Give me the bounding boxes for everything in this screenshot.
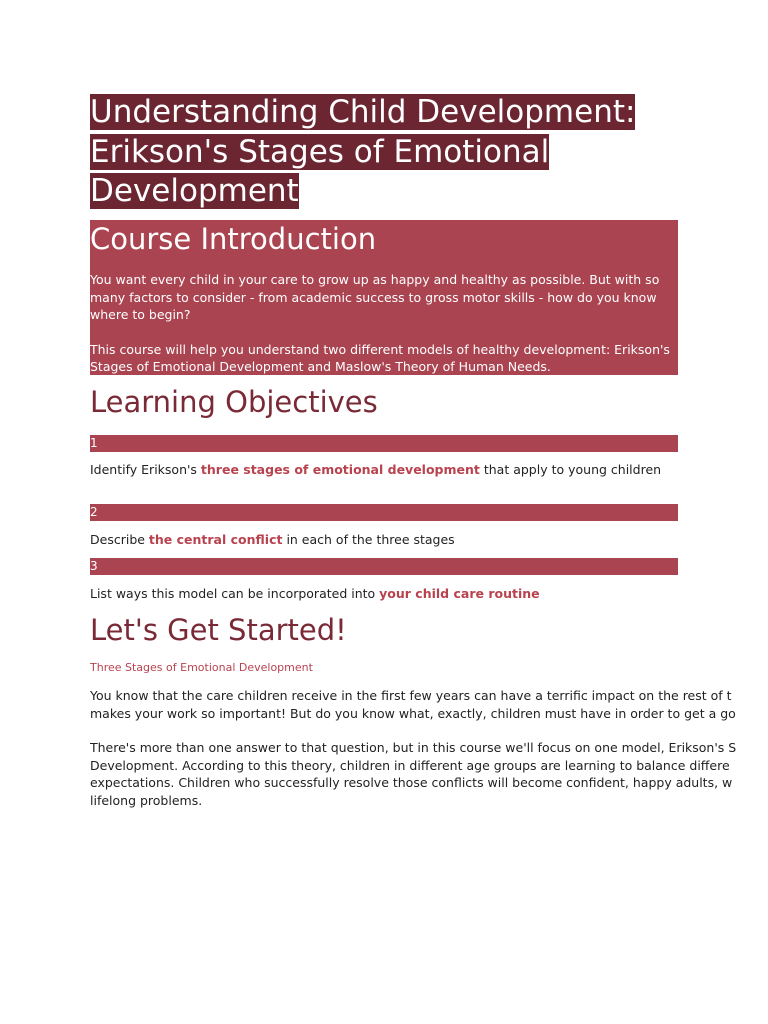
objective-number-bar: 1 (90, 435, 678, 452)
lets-get-started-heading: Let's Get Started! (90, 613, 347, 647)
body-line: makes your work so important! But do you know what, exactly, children must have in order to get a go (90, 705, 736, 721)
objective-text-after: in each of the three stages (282, 532, 455, 547)
objective-highlight: your child care routine (379, 586, 540, 601)
body-line: Development. According to this theory, children in different age groups are learning to balance differe (90, 757, 730, 773)
three-stages-subheading: Three Stages of Emotional Development (90, 661, 313, 674)
body-paragraph-2 (90, 739, 768, 809)
course-introduction-box (90, 220, 678, 375)
title-line-3: Development (90, 173, 299, 209)
title-line-2: Erikson's Stages of Emotional (90, 133, 550, 170)
objective-text-after: that apply to young children (479, 462, 662, 477)
course-introduction-heading: Course Introduction (90, 222, 377, 256)
body-paragraph-1 (90, 687, 768, 722)
document-title (90, 93, 678, 212)
objective-highlight: three stages of emotional development (200, 462, 480, 477)
body-line: expectations. Children who successfully resolve those conflicts will become confident, happy adults, w (90, 775, 733, 791)
intro-paragraph-2: This course will help you understand two different models of healthy development: Erikson's Stages of Emotional Development and Maslow's Theory of Human Needs. (90, 341, 670, 374)
objective-number-bar: 2 (90, 504, 678, 521)
body-line: There's more than one answer to that question, but in this course we'll focus on one model, Erikson's S (90, 740, 737, 755)
body-line: lifelong problems. (90, 792, 203, 808)
objective-item (90, 461, 678, 478)
title-line-1: Understanding Child Development: (90, 94, 636, 130)
objective-text-before: Describe (90, 532, 149, 547)
learning-objectives-heading: Learning Objectives (90, 385, 378, 419)
objective-item (90, 531, 678, 548)
objective-text-before: Identify Erikson's (90, 462, 201, 477)
objective-text-before: List ways this model can be incorporated into (90, 586, 380, 601)
intro-paragraph-1: You want every child in your care to grow up as happy and healthy as possible. But with so many factors to consider - from academic success to gross motor skills - how do you know where to begin? (90, 272, 660, 322)
objective-highlight: the central conflict (148, 532, 283, 547)
objective-item (90, 585, 678, 602)
document-page (90, 0, 768, 1024)
body-line: You know that the care children receive in the first few years can have a terrific impact on the rest of t (90, 688, 732, 703)
objective-number-bar: 3 (90, 558, 678, 575)
